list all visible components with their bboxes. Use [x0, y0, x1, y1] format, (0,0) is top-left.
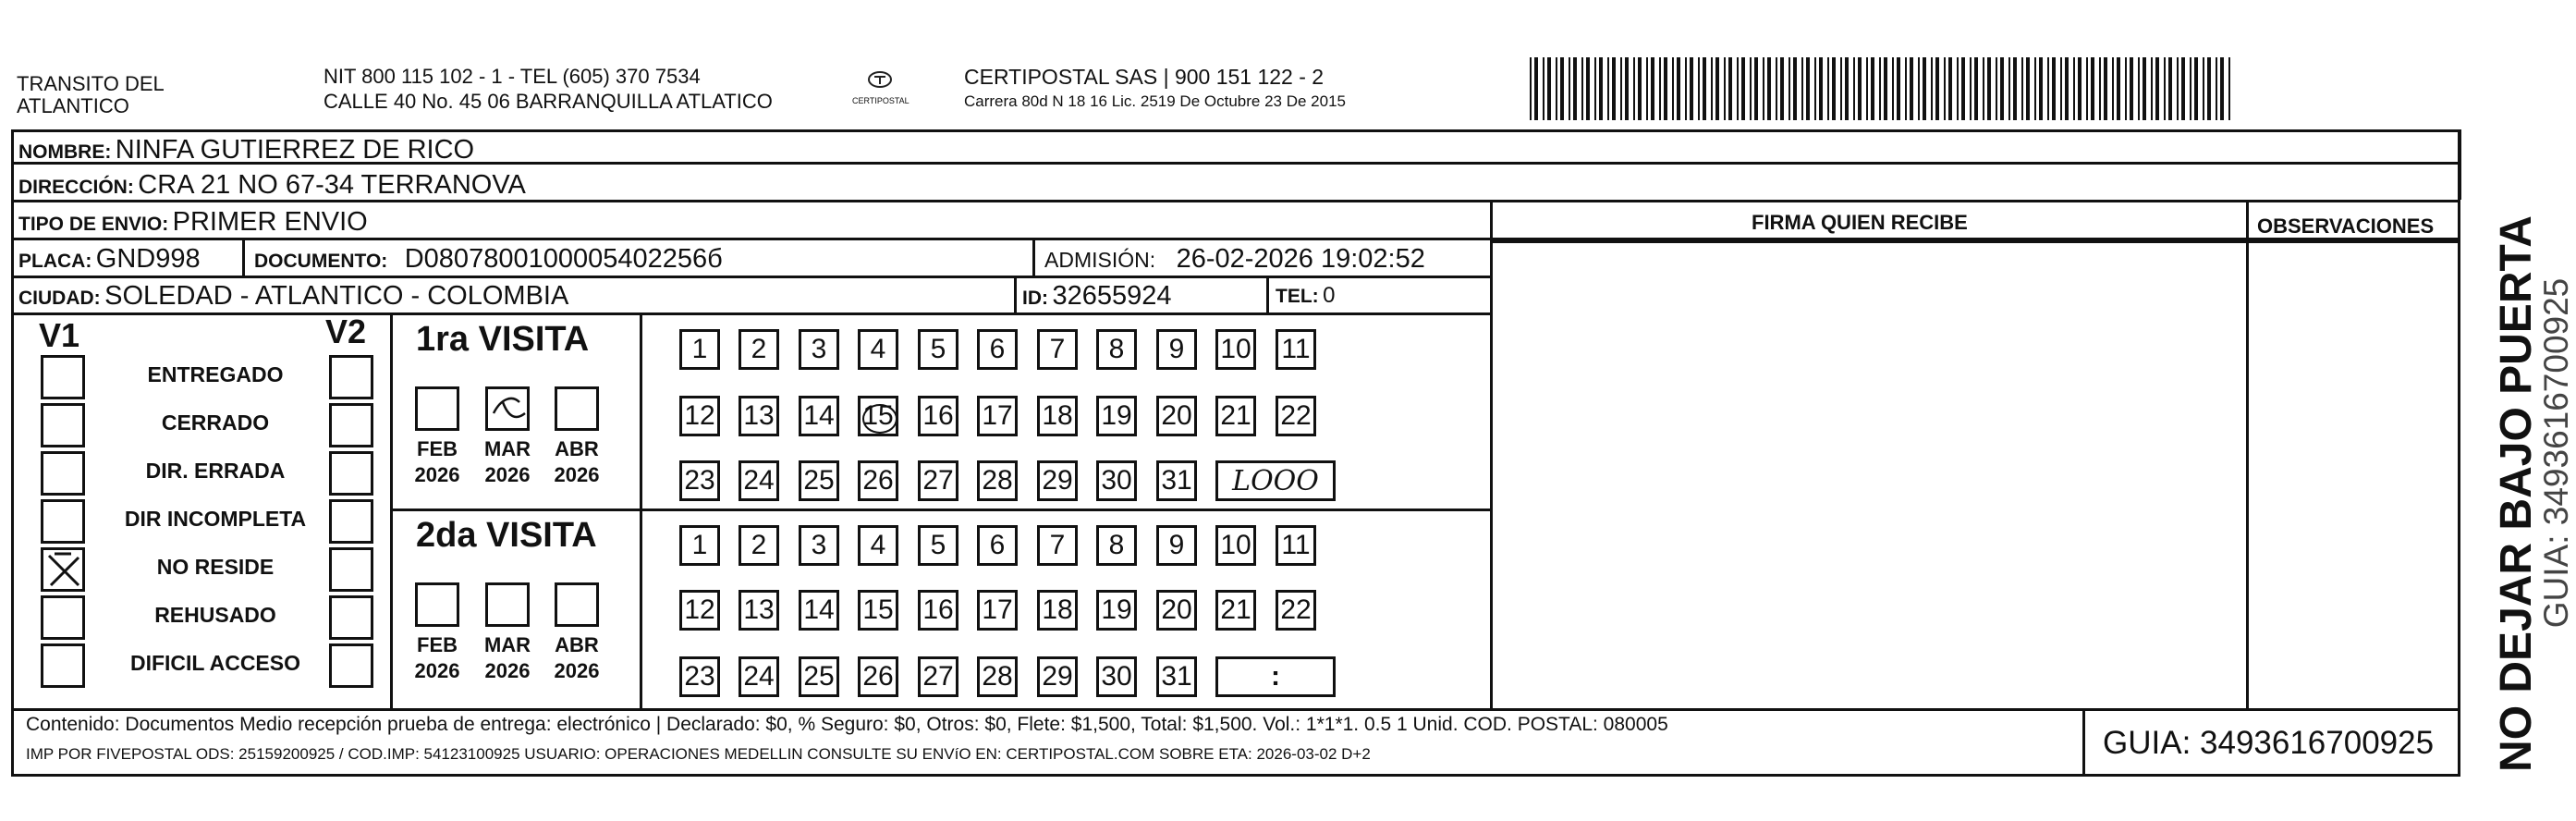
visit1-day-box[interactable]: 3	[799, 329, 839, 370]
status-label: DIFICIL ACCESO	[129, 651, 300, 675]
barcode-bar	[2039, 57, 2043, 120]
observaciones-header: OBSERVACIONES	[2257, 214, 2435, 238]
barcode-bar	[1853, 57, 1855, 120]
barcode-bar	[1607, 57, 1609, 120]
recipient-address: CRA 21 NO 67-34 TERRANOVA	[138, 170, 526, 200]
status-label: ENTREGADO	[147, 362, 284, 386]
barcode-bar	[1840, 57, 1842, 120]
barcode-bar	[1581, 57, 1583, 120]
footer-guia: GUIA: 3493616700925	[2103, 725, 2435, 761]
visit1-day-box[interactable]: 1	[679, 329, 720, 370]
sender-name-line1: TRANSITO DEL	[17, 72, 165, 95]
barcode-bar	[1715, 57, 1719, 120]
barcode-bar	[1776, 57, 1777, 120]
visit1-day-box[interactable]: 20	[1156, 396, 1197, 436]
barcode-bar	[2220, 57, 2224, 120]
barcode-bar	[1677, 57, 1680, 120]
placa-value: GND998	[95, 244, 201, 274]
status-label: NO RESIDE	[156, 555, 275, 579]
ciudad-value: SOLEDAD - ATLANTICO - COLOMBIA	[104, 281, 569, 311]
visit1-day-box[interactable]: 12	[679, 396, 720, 436]
barcode-bar	[2099, 57, 2101, 120]
barcode-bar	[2052, 57, 2056, 120]
barcode-bar	[2000, 57, 2004, 120]
visit1-day-box[interactable]: 7	[1037, 329, 1078, 370]
v1-checkbox[interactable]	[41, 451, 85, 496]
barcode-bar	[2216, 57, 2217, 120]
barcode-bar	[1543, 57, 1544, 120]
tel-value: 0	[1323, 283, 1336, 308]
barcode-bar	[1728, 57, 1732, 120]
barcode-bar	[2151, 57, 2153, 120]
side-warning: NO DEJAR BAJO PUERTA	[2492, 215, 2541, 772]
visit1-day-box[interactable]: 27	[918, 460, 958, 501]
barcode-bar	[1970, 57, 1972, 120]
barcode-bar	[2034, 57, 2036, 120]
barcode-bar	[1646, 57, 1648, 120]
barcode-bar	[1801, 57, 1803, 120]
visit2-day-box[interactable]: 17	[977, 590, 1018, 631]
placa-cell: PLACA: GND998	[18, 244, 201, 274]
shipment-type: PRIMER ENVIO	[172, 207, 368, 237]
visit2-day-box[interactable]: 31	[1156, 656, 1197, 697]
visit1-day-box[interactable]: 9	[1156, 329, 1197, 370]
barcode-bar	[2228, 57, 2230, 120]
visit1-day-box[interactable]: 30	[1096, 460, 1137, 501]
visit1-month-label: ABR 2026	[554, 437, 600, 486]
visit2-day-box[interactable]: 24	[739, 656, 779, 697]
barcode	[1530, 57, 2241, 120]
barcode-bar	[2143, 57, 2146, 120]
barcode-bar	[1586, 57, 1590, 120]
barcode-bar	[1974, 57, 1978, 120]
visit2-day-box[interactable]: 23	[679, 656, 720, 697]
ciudad-cell: CIUDAD: SOLEDAD - ATLANTICO - COLOMBIA	[18, 281, 569, 311]
v2-checkbox[interactable]	[329, 499, 373, 544]
visit2-day-box[interactable]: 15	[858, 590, 898, 631]
visit2-day-box[interactable]: 16	[918, 590, 958, 631]
barcode-bar	[1664, 57, 1667, 120]
barcode-bar	[1690, 57, 1693, 120]
admision-cell: ADMISIÓN: 26-02-2026 19:02:52	[1044, 244, 1425, 274]
firma-header: FIRMA QUIEN RECIBE	[1752, 211, 1968, 234]
barcode-bar	[1737, 57, 1739, 120]
status-label: REHUSADO	[154, 603, 276, 627]
visit2-day-box[interactable]: 27	[918, 656, 958, 697]
visit1-day-box[interactable]: 10	[1215, 329, 1256, 370]
visit1-day-box[interactable]: 13	[739, 396, 779, 436]
visit1-title: 1ra VISITA	[416, 320, 590, 359]
barcode-bar	[2130, 57, 2133, 120]
barcode-bar	[1530, 57, 1532, 120]
visit2-day-box[interactable]: 18	[1037, 590, 1078, 631]
barcode-bar	[1633, 57, 1635, 120]
courier-name: CERTIPOSTAL SAS | 900 151 122 - 2	[964, 65, 1325, 89]
visit1-month-checkbox[interactable]	[415, 386, 459, 431]
barcode-bar	[1547, 57, 1551, 120]
barcode-bar	[1780, 57, 1784, 120]
barcode-bar	[1897, 57, 1900, 120]
id-value: 32655924	[1052, 281, 1172, 311]
barcode-bar	[1910, 57, 1913, 120]
status-label: DIR. ERRADA	[145, 459, 286, 483]
barcode-bar	[1599, 57, 1603, 120]
footer-content-line: Contenido: Documentos Medio recepción prueba de entrega: electrónico | Declarado: $0, % Seguro: $0, Otros: $0, Flete: $1,500, Total: $1,500. Vol.: 1*1*1. 0.5 1 Unid. COD. POSTAL: 080005	[26, 714, 1668, 735]
documento-cell: DOCUMENTO: D0807800100005402256б	[254, 244, 723, 274]
visit1-month-label: MAR 2026	[483, 437, 531, 486]
barcode-bar	[1724, 57, 1726, 120]
barcode-bar	[1845, 57, 1849, 120]
barcode-bar	[1858, 57, 1862, 120]
barcode-bar	[2168, 57, 2172, 120]
v1-checkbox[interactable]	[41, 355, 85, 399]
v1-checkbox[interactable]	[41, 403, 85, 447]
visit1-day-box[interactable]: 6	[977, 329, 1018, 370]
barcode-bar	[2194, 57, 2198, 120]
v1-checkbox[interactable]	[41, 595, 85, 640]
visit2-day-box[interactable]: 3	[799, 525, 839, 566]
observations-area[interactable]	[2249, 243, 2457, 705]
sender-nit: NIT 800 115 102 - 1 - TEL (605) 370 7534	[324, 65, 701, 88]
barcode-bar	[1879, 57, 1881, 120]
nombre-row: NOMBRE: NINFA GUTIERREZ DE RICO	[18, 135, 475, 165]
visit1-month-label: FEB 2026	[414, 437, 460, 486]
barcode-bar	[1884, 57, 1887, 120]
barcode-bar	[1918, 57, 1920, 120]
barcode-bar	[1763, 57, 1764, 120]
visit2-day-box[interactable]: 13	[739, 590, 779, 631]
visit2-day-box[interactable]: 26	[858, 656, 898, 697]
barcode-bar	[2125, 57, 2127, 120]
visit2-day-box[interactable]: 4	[858, 525, 898, 566]
visit2-day-box[interactable]: 5	[918, 525, 958, 566]
barcode-bar	[1573, 57, 1577, 120]
handwritten-mark-icon	[43, 550, 84, 591]
id-cell: ID: 32655924	[1022, 281, 1172, 311]
barcode-bar	[1569, 57, 1570, 120]
visit1-day-box[interactable]: 16	[918, 396, 958, 436]
barcode-bar	[2021, 57, 2023, 120]
tel-cell: TEL: 0	[1276, 283, 1336, 308]
visit2-day-box[interactable]: 10	[1215, 525, 1256, 566]
signature-area[interactable]	[1493, 243, 2244, 705]
barcode-bar	[2155, 57, 2159, 120]
barcode-bar	[2117, 57, 2120, 120]
visit2-day-box[interactable]: 6	[977, 525, 1018, 566]
barcode-bar	[1754, 57, 1758, 120]
documento-value: D0807800100005402256б	[404, 244, 723, 274]
v2-checkbox[interactable]	[329, 547, 373, 592]
barcode-bar	[2047, 57, 2049, 120]
visit2-day-box[interactable]: 22	[1276, 590, 1316, 631]
tipo-row: TIPO DE ENVIO: PRIMER ENVIO	[18, 207, 368, 237]
visit2-day-box[interactable]: 1	[679, 525, 720, 566]
barcode-bar	[2008, 57, 2010, 120]
barcode-bar	[2013, 57, 2017, 120]
barcode-bar	[1703, 57, 1706, 120]
barcode-bar	[2207, 57, 2211, 120]
visit2-month-checkbox[interactable]	[485, 582, 530, 627]
barcode-bar	[1767, 57, 1771, 120]
visit2-day-box[interactable]: 7	[1037, 525, 1078, 566]
barcode-bar	[2112, 57, 2114, 120]
barcode-bar	[2190, 57, 2191, 120]
visit2-month-checkbox[interactable]	[555, 582, 599, 627]
barcode-bar	[2086, 57, 2088, 120]
barcode-bar	[2078, 57, 2082, 120]
recipient-name: NINFA GUTIERREZ DE RICO	[115, 135, 475, 165]
visit2-day-box[interactable]: 30	[1096, 656, 1137, 697]
visit2-day-box[interactable]: 9	[1156, 525, 1197, 566]
handwritten-circle-icon	[862, 404, 897, 434]
visit2-day-box[interactable]: 19	[1096, 590, 1137, 631]
v2-label: V2	[325, 312, 367, 350]
visit1-day-box[interactable]: 22	[1276, 396, 1316, 436]
barcode-bar	[1996, 57, 1997, 120]
barcode-bar	[1935, 57, 1939, 120]
barcode-bar	[1625, 57, 1629, 120]
visit1-day-box[interactable]: 24	[739, 460, 779, 501]
visit1-day-box[interactable]: 2	[739, 329, 779, 370]
barcode-bar	[1789, 57, 1790, 120]
barcode-bar	[1651, 57, 1654, 120]
status-label: DIR INCOMPLETA	[124, 507, 307, 531]
barcode-bar	[1638, 57, 1642, 120]
visit2-day-box[interactable]: 28	[977, 656, 1018, 697]
barcode-bar	[1923, 57, 1926, 120]
footer-print-line: IMP POR FIVEPOSTAL ODS: 25159200925 / COD.IMP: 54123100925 USUARIO: OPERACIONES MEDELLIN CONSULTE SU ENVíO EN: CERTIPOSTAL.COM SOBRE ETA: 2026-03-02 D+2	[26, 745, 1371, 763]
barcode-bar	[1983, 57, 1984, 120]
barcode-bar	[1931, 57, 1933, 120]
barcode-bar	[1594, 57, 1596, 120]
barcode-bar	[2104, 57, 2107, 120]
visit1-day-box[interactable]: 28	[977, 460, 1018, 501]
barcode-bar	[2091, 57, 2094, 120]
visit1-day-box[interactable]: 25	[799, 460, 839, 501]
visit2-month-checkbox[interactable]	[415, 582, 459, 627]
v1-label: V1	[39, 316, 80, 354]
barcode-bar	[1948, 57, 1952, 120]
barcode-bar	[1806, 57, 1810, 120]
barcode-bar	[1698, 57, 1700, 120]
visit1-time-box[interactable]	[1215, 460, 1336, 501]
barcode-bar	[1741, 57, 1745, 120]
v2-checkbox[interactable]	[329, 451, 373, 496]
barcode-bar	[2060, 57, 2062, 120]
visit1-day-box[interactable]: 26	[858, 460, 898, 501]
visit2-day-box[interactable]: 11	[1276, 525, 1316, 566]
visit1-month-checkbox[interactable]	[485, 386, 530, 431]
visit1-day-box[interactable]: 18	[1037, 396, 1078, 436]
direccion-row: DIRECCIÓN: CRA 21 NO 67-34 TERRANOVA	[18, 170, 526, 200]
v1-checkbox[interactable]	[41, 547, 85, 592]
courier-address: Carrera 80d N 18 16 Lic. 2519 De Octubre 23 De 2015	[964, 92, 1346, 110]
visit1-day-box[interactable]: 8	[1096, 329, 1137, 370]
visit1-day-box[interactable]: 15	[858, 396, 898, 436]
visit2-day-box[interactable]: 14	[799, 590, 839, 631]
barcode-bar	[1944, 57, 1946, 120]
v2-checkbox[interactable]	[329, 595, 373, 640]
barcode-bar	[2065, 57, 2069, 120]
barcode-bar	[1793, 57, 1797, 120]
barcode-bar	[1711, 57, 1713, 120]
barcode-bar	[2203, 57, 2204, 120]
courier-logo: CERTIPOSTAL	[852, 65, 908, 109]
barcode-bar	[1905, 57, 1907, 120]
barcode-bar	[1866, 57, 1868, 120]
barcode-bar	[1750, 57, 1752, 120]
admision-value: 26-02-2026 19:02:52	[1176, 244, 1425, 274]
visit2-title: 2da VISITA	[416, 516, 597, 555]
v2-checkbox[interactable]	[329, 643, 373, 688]
visit2-day-box[interactable]: 29	[1037, 656, 1078, 697]
visit2-month-label: ABR 2026	[554, 633, 600, 682]
barcode-bar	[1672, 57, 1674, 120]
v2-checkbox[interactable]	[329, 355, 373, 399]
side-guia: GUIA: 3493616700925	[2537, 277, 2575, 629]
barcode-bar	[2138, 57, 2140, 120]
time-separator: :	[1271, 661, 1280, 692]
barcode-bar	[1556, 57, 1557, 120]
visit1-day-box[interactable]: 29	[1037, 460, 1078, 501]
sender-name-line2: ATLANTICO	[17, 94, 129, 117]
barcode-bar	[1685, 57, 1687, 120]
visit2-month-label: MAR 2026	[483, 633, 531, 682]
visit1-day-box[interactable]: 23	[679, 460, 720, 501]
visit1-month-checkbox[interactable]	[555, 386, 599, 431]
barcode-bar	[1659, 57, 1661, 120]
barcode-bar	[2026, 57, 2030, 120]
barcode-bar	[1892, 57, 1894, 120]
visit2-time-box[interactable]	[1215, 656, 1336, 697]
barcode-bar	[1819, 57, 1823, 120]
sender-address: CALLE 40 No. 45 06 BARRANQUILLA ATLATICO	[324, 90, 773, 113]
visit2-day-box[interactable]: 12	[679, 590, 720, 631]
barcode-bar	[1871, 57, 1874, 120]
visit1-day-box[interactable]: 19	[1096, 396, 1137, 436]
visit2-month-label: FEB 2026	[414, 633, 460, 682]
v1-checkbox[interactable]	[41, 499, 85, 544]
barcode-bar	[2181, 57, 2185, 120]
barcode-bar	[1961, 57, 1965, 120]
visit1-day-box[interactable]: 11	[1276, 329, 1316, 370]
barcode-bar	[2177, 57, 2179, 120]
visit1-day-box[interactable]: 17	[977, 396, 1018, 436]
barcode-bar	[1560, 57, 1564, 120]
visit1-day-box[interactable]: 21	[1215, 396, 1256, 436]
handwritten-mark-icon	[488, 389, 529, 430]
v2-checkbox[interactable]	[329, 403, 373, 447]
visit1-day-box[interactable]: 31	[1156, 460, 1197, 501]
visit2-day-box[interactable]: 25	[799, 656, 839, 697]
barcode-bar	[1612, 57, 1616, 120]
barcode-bar	[1832, 57, 1836, 120]
barcode-bar	[2164, 57, 2166, 120]
barcode-bar	[1620, 57, 1622, 120]
visit2-day-box[interactable]: 21	[1215, 590, 1256, 631]
barcode-bar	[1827, 57, 1829, 120]
barcode-bar	[2073, 57, 2075, 120]
barcode-bar	[1534, 57, 1538, 120]
visit1-day-box[interactable]: 14	[799, 396, 839, 436]
visit2-day-box[interactable]: 8	[1096, 525, 1137, 566]
visit2-day-box[interactable]: 20	[1156, 590, 1197, 631]
handwritten-time: LOOO	[1232, 464, 1319, 497]
v1-checkbox[interactable]	[41, 643, 85, 688]
status-label: CERRADO	[161, 410, 270, 435]
visit1-day-box[interactable]: 5	[918, 329, 958, 370]
barcode-bar	[1957, 57, 1959, 120]
visit2-day-box[interactable]: 2	[739, 525, 779, 566]
barcode-bar	[1814, 57, 1816, 120]
barcode-bar	[1987, 57, 1991, 120]
visit1-day-box[interactable]: 4	[858, 329, 898, 370]
